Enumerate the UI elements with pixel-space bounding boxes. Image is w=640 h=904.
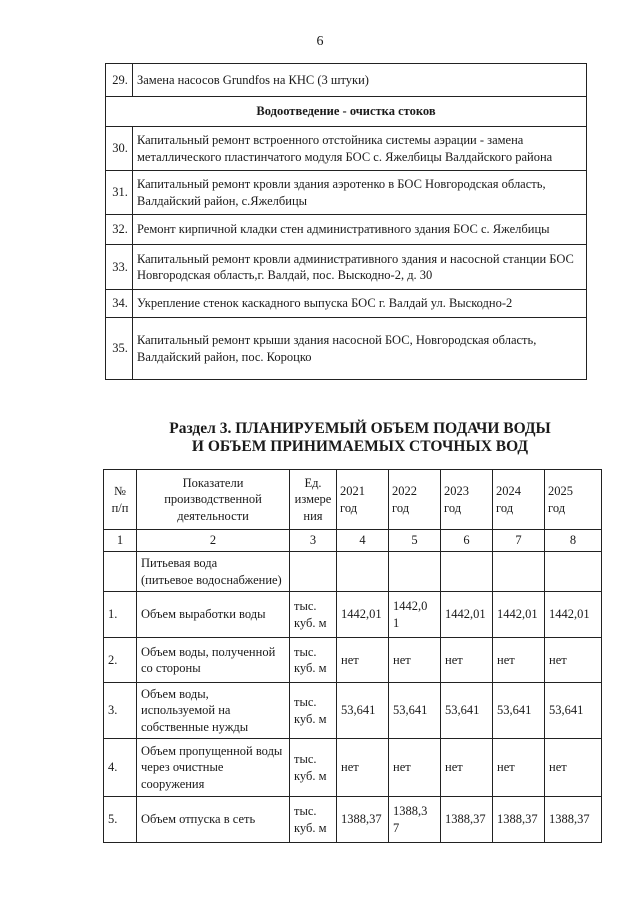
column-number: 5 bbox=[389, 530, 441, 552]
column-number: 2 bbox=[137, 530, 290, 552]
work-description: Капитальный ремонт крыши здания насосной БОС, Новгородская область, Валдайский район, пос. Короцко bbox=[133, 318, 587, 380]
table-row bbox=[106, 127, 587, 171]
work-description: Капитальный ремонт кровли административного здания и насосной станции БОС Новгородская область,г. Валдай, пос. Выскодно-2, д. 30 bbox=[133, 245, 587, 290]
table-row bbox=[106, 245, 587, 290]
unit: тыс. куб. м bbox=[290, 592, 337, 638]
row-number: 32. bbox=[106, 215, 133, 245]
header-year-2023: 2023 год bbox=[441, 470, 493, 530]
indicator: Объем отпуска в сеть bbox=[137, 797, 290, 843]
header-row bbox=[104, 470, 602, 530]
value-2022: нет bbox=[389, 739, 441, 797]
row-number: 30. bbox=[106, 127, 133, 171]
value-2023: 53,641 bbox=[441, 683, 493, 739]
value-2025: нет bbox=[545, 739, 602, 797]
row-number: 31. bbox=[106, 171, 133, 215]
row-number: 34. bbox=[106, 290, 133, 318]
column-number: 6 bbox=[441, 530, 493, 552]
table-row bbox=[104, 638, 602, 683]
row-number: 1. bbox=[104, 592, 137, 638]
column-number: 3 bbox=[290, 530, 337, 552]
header-unit: Ед. измере ния bbox=[290, 470, 337, 530]
table-row bbox=[104, 739, 602, 797]
column-number: 4 bbox=[337, 530, 389, 552]
value-2025: 1388,37 bbox=[545, 797, 602, 843]
table-row bbox=[106, 171, 587, 215]
table-row bbox=[106, 215, 587, 245]
table-row bbox=[104, 797, 602, 843]
header-num: № п/п bbox=[104, 470, 137, 530]
row-number: 2. bbox=[104, 638, 137, 683]
value-2022: нет bbox=[389, 638, 441, 683]
work-description: Капитальный ремонт кровли здания аэротенко в БОС Новгородская область, Валдайский район, с.Яжелбицы bbox=[133, 171, 587, 215]
value-2022: 1442,0 1 bbox=[389, 592, 441, 638]
volumes-table bbox=[103, 469, 602, 843]
row-number: 35. bbox=[106, 318, 133, 380]
value-2024: 1388,37 bbox=[493, 797, 545, 843]
value-2022: 1388,3 7 bbox=[389, 797, 441, 843]
value-2025: 1442,01 bbox=[545, 592, 602, 638]
indicator: Объем пропущенной воды через очистные сооружения bbox=[137, 739, 290, 797]
works-table bbox=[105, 63, 587, 380]
header-indicator: Показатели производственной деятельности bbox=[137, 470, 290, 530]
group-label: Питьевая вода (питьевое водоснабжение) bbox=[137, 552, 290, 592]
value-2024: 1442,01 bbox=[493, 592, 545, 638]
value-2025: 53,641 bbox=[545, 683, 602, 739]
value-2021: 1442,01 bbox=[337, 592, 389, 638]
table-row bbox=[106, 318, 587, 380]
unit: тыс. куб. м bbox=[290, 797, 337, 843]
row-number: 5. bbox=[104, 797, 137, 843]
value-2021: 53,641 bbox=[337, 683, 389, 739]
unit: тыс. куб. м bbox=[290, 683, 337, 739]
work-description: Укрепление стенок каскадного выпуска БОС г. Валдай ул. Выскодно-2 bbox=[133, 290, 587, 318]
value-2021: нет bbox=[337, 638, 389, 683]
work-description: Капитальный ремонт встроенного отстойника системы аэрации - замена металлического пластинчатого модуля БОС с. Яжелбицы Валдайского района bbox=[133, 127, 587, 171]
value-2023: 1442,01 bbox=[441, 592, 493, 638]
section-row bbox=[106, 97, 587, 127]
table-row bbox=[106, 64, 587, 97]
header-year-2025: 2025 год bbox=[545, 470, 602, 530]
unit: тыс. куб. м bbox=[290, 739, 337, 797]
value-2024: нет bbox=[493, 739, 545, 797]
table-row bbox=[104, 592, 602, 638]
section-heading-line-1: Раздел 3. ПЛАНИРУЕМЫЙ ОБЪЕМ ПОДАЧИ ВОДЫ bbox=[169, 420, 551, 437]
section-title: Водоотведение - очистка стоков bbox=[106, 97, 587, 127]
work-description: Ремонт кирпичной кладки стен административного здания БОС с. Яжелбицы bbox=[133, 215, 587, 245]
row-number: 29. bbox=[106, 64, 133, 97]
value-2022: 53,641 bbox=[389, 683, 441, 739]
value-2024: 53,641 bbox=[493, 683, 545, 739]
indicator: Объем воды, полученной со стороны bbox=[137, 638, 290, 683]
column-number-row bbox=[104, 530, 602, 552]
column-number: 1 bbox=[104, 530, 137, 552]
header-year-2022: 2022 год bbox=[389, 470, 441, 530]
table-row bbox=[104, 683, 602, 739]
section-heading-line-2: И ОБЪЕМ ПРИНИМАЕМЫХ СТОЧНЫХ ВОД bbox=[191, 438, 529, 455]
value-2023: нет bbox=[441, 638, 493, 683]
page-number: 6 bbox=[316, 34, 324, 49]
column-number: 7 bbox=[493, 530, 545, 552]
row-number: 33. bbox=[106, 245, 133, 290]
header-year-2021: 2021 год bbox=[337, 470, 389, 530]
indicator: Объем воды, используемой на собственные нужды bbox=[137, 683, 290, 739]
unit: тыс. куб. м bbox=[290, 638, 337, 683]
value-2023: нет bbox=[441, 739, 493, 797]
section-heading bbox=[0, 420, 640, 456]
work-description: Замена насосов Grundfos на КНС (3 штуки) bbox=[133, 64, 587, 97]
value-2021: нет bbox=[337, 739, 389, 797]
row-number: 3. bbox=[104, 683, 137, 739]
value-2021: 1388,37 bbox=[337, 797, 389, 843]
value-2023: 1388,37 bbox=[441, 797, 493, 843]
row-number: 4. bbox=[104, 739, 137, 797]
column-number: 8 bbox=[545, 530, 602, 552]
header-year-2024: 2024 год bbox=[493, 470, 545, 530]
table-row bbox=[106, 290, 587, 318]
group-row bbox=[104, 552, 602, 592]
value-2025: нет bbox=[545, 638, 602, 683]
indicator: Объем выработки воды bbox=[137, 592, 290, 638]
value-2024: нет bbox=[493, 638, 545, 683]
